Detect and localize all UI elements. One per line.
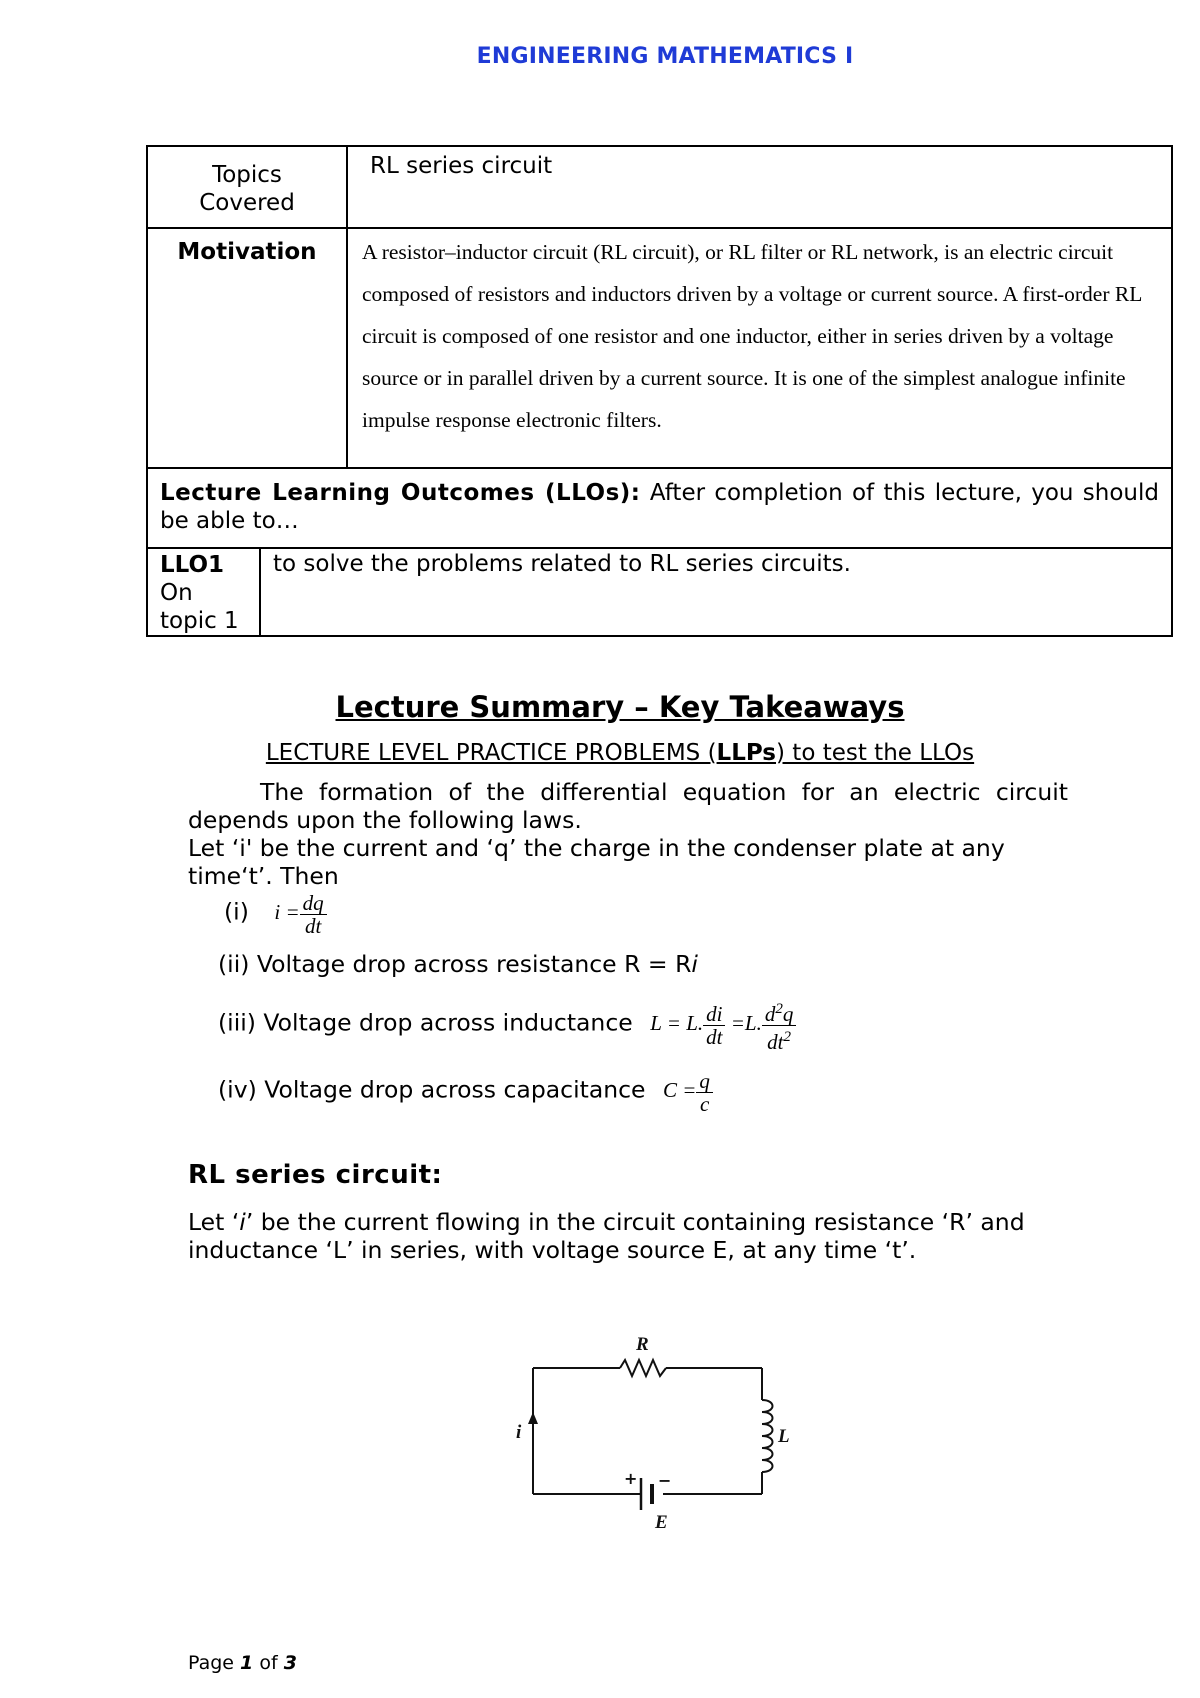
header-title: ENGINEERING MATHEMATICS I [476, 44, 854, 69]
law-ii [218, 950, 698, 978]
rl-paragraph [188, 1208, 1068, 1264]
law-iii [218, 998, 796, 1053]
math-dt2-sup: 2 [783, 1029, 791, 1045]
llo-heading-cell [147, 468, 1172, 548]
math-Ldot-1: L. [686, 1011, 704, 1036]
summary-title: Lecture Summary – Key Takeaways [335, 690, 905, 724]
label-E: E [655, 1512, 668, 1530]
llo1-on: On [160, 580, 193, 606]
footer-of-word: of [259, 1652, 278, 1674]
topics-label-cell [147, 146, 347, 228]
rl-para-part2: ’ be the current flowing in the circuit containing resistance ‘R’ and inductance ‘L’ in series, with voltage source E, at any time ‘t’. [188, 1208, 1025, 1264]
let-paragraph: Let ‘i' be the current and ‘q’ the charge in the condenser plate at any time‘t’. Then [188, 834, 1005, 890]
resistor-zigzag [620, 1360, 666, 1376]
motivation-text: A resistor–inductor circuit (RL circuit), or RL filter or RL network, is an electric circuit composed of resistors and inductors driven by a voltage or current source. A first-order RL circuit is composed of one resistor and one inductor, either in series driven by a voltage source or in parallel driven by a current source. It is one of the simplest analogue infinite impulse response electronic filters. [362, 240, 1142, 432]
topics-value-cell [347, 146, 1172, 228]
law-i-num: (i) [224, 897, 249, 926]
formula-capacitance [662, 1069, 713, 1116]
footer-page-word: Page [188, 1652, 234, 1674]
math-eq-2: = [666, 1011, 681, 1036]
label-R: R [636, 1334, 649, 1355]
math-C: C [662, 1078, 677, 1103]
math-eq-4: = [682, 1078, 697, 1103]
law-i [224, 892, 327, 937]
lecture-info-table [146, 145, 1173, 637]
law-ii-text: Voltage drop across resistance R = R [256, 950, 692, 978]
frac-d2q-dt2 [762, 998, 797, 1053]
law-iv-num: (iv) [218, 1075, 257, 1104]
math-dt-1: dt [304, 914, 322, 938]
math-dt2 [762, 1026, 797, 1053]
rl-circuit-diagram [500, 1320, 830, 1530]
frac-dq-dt [300, 892, 327, 937]
llo1-text: to solve the problems related to RL series circuits. [273, 551, 851, 577]
law-iv-text: Voltage drop across capacitance [264, 1075, 646, 1104]
motivation-text-cell [347, 228, 1172, 468]
math-L: L [650, 1011, 662, 1036]
math-d2q-d: d [764, 1002, 776, 1026]
topics-label: Topics Covered [199, 162, 295, 216]
footer-page-total: 3 [283, 1652, 297, 1674]
llp-suffix: ) to test the LLOs [776, 740, 975, 766]
frac-di-dt [703, 1003, 725, 1048]
llo-heading-rest: After completion of this lecture, you should be able to… [160, 480, 1159, 534]
math-dt-2: dt [706, 1025, 723, 1049]
label-L: L [778, 1426, 790, 1447]
formula-inductance [650, 1001, 796, 1054]
math-Ldot-2: L. [744, 1011, 762, 1036]
llo1-topic: topic 1 [160, 608, 239, 634]
current-arrow [528, 1412, 538, 1424]
llo1-text-cell [260, 548, 1172, 636]
math-c: c [700, 1092, 710, 1116]
label-minus: − [658, 1471, 672, 1490]
math-d2q [762, 998, 797, 1026]
label-plus: + [624, 1469, 638, 1488]
math-d2q-q: q [782, 1002, 794, 1026]
frac-q-c [696, 1070, 713, 1115]
label-i: i [516, 1422, 522, 1443]
llo1-label-cell [147, 548, 260, 636]
llo-heading-bold: Lecture Learning Outcomes (LLOs): [160, 480, 641, 506]
law-iv [218, 1070, 713, 1115]
math-d2q-sup: 2 [775, 1001, 783, 1017]
math-dq: dq [300, 892, 327, 915]
topics-value: RL series circuit [370, 153, 553, 179]
rl-para-i: i [239, 1208, 246, 1236]
formula-current [274, 891, 326, 938]
math-q: q [696, 1070, 713, 1093]
law-ii-i: i [691, 950, 698, 978]
llp-line [0, 740, 1200, 766]
page-footer [188, 1652, 297, 1674]
math-di: di [703, 1003, 725, 1026]
motivation-label-cell [147, 228, 347, 468]
law-ii-num: (ii) [218, 950, 250, 978]
inductor-coil [762, 1400, 773, 1472]
law-iii-num: (iii) [218, 1008, 256, 1037]
law-iii-text: Voltage drop across inductance [263, 1008, 633, 1037]
motivation-label: Motivation [177, 239, 317, 265]
llp-bold: LLPs [716, 740, 777, 766]
math-dt2-dt: dt [767, 1030, 784, 1054]
rl-section-heading: RL series circuit: [188, 1160, 443, 1190]
llo1-code: LLO1 [160, 552, 225, 578]
math-i: i [274, 900, 281, 925]
math-eq-1: = [285, 900, 300, 925]
footer-page-num: 1 [240, 1652, 254, 1674]
intro-paragraph: The formation of the differential equation for an electric circuit depends upon the following laws. [188, 778, 1068, 834]
math-eq-3: = [730, 1011, 745, 1036]
rl-para-part1: Let ‘ [188, 1208, 240, 1236]
llp-prefix: LECTURE LEVEL PRACTICE PROBLEMS ( [265, 740, 717, 766]
